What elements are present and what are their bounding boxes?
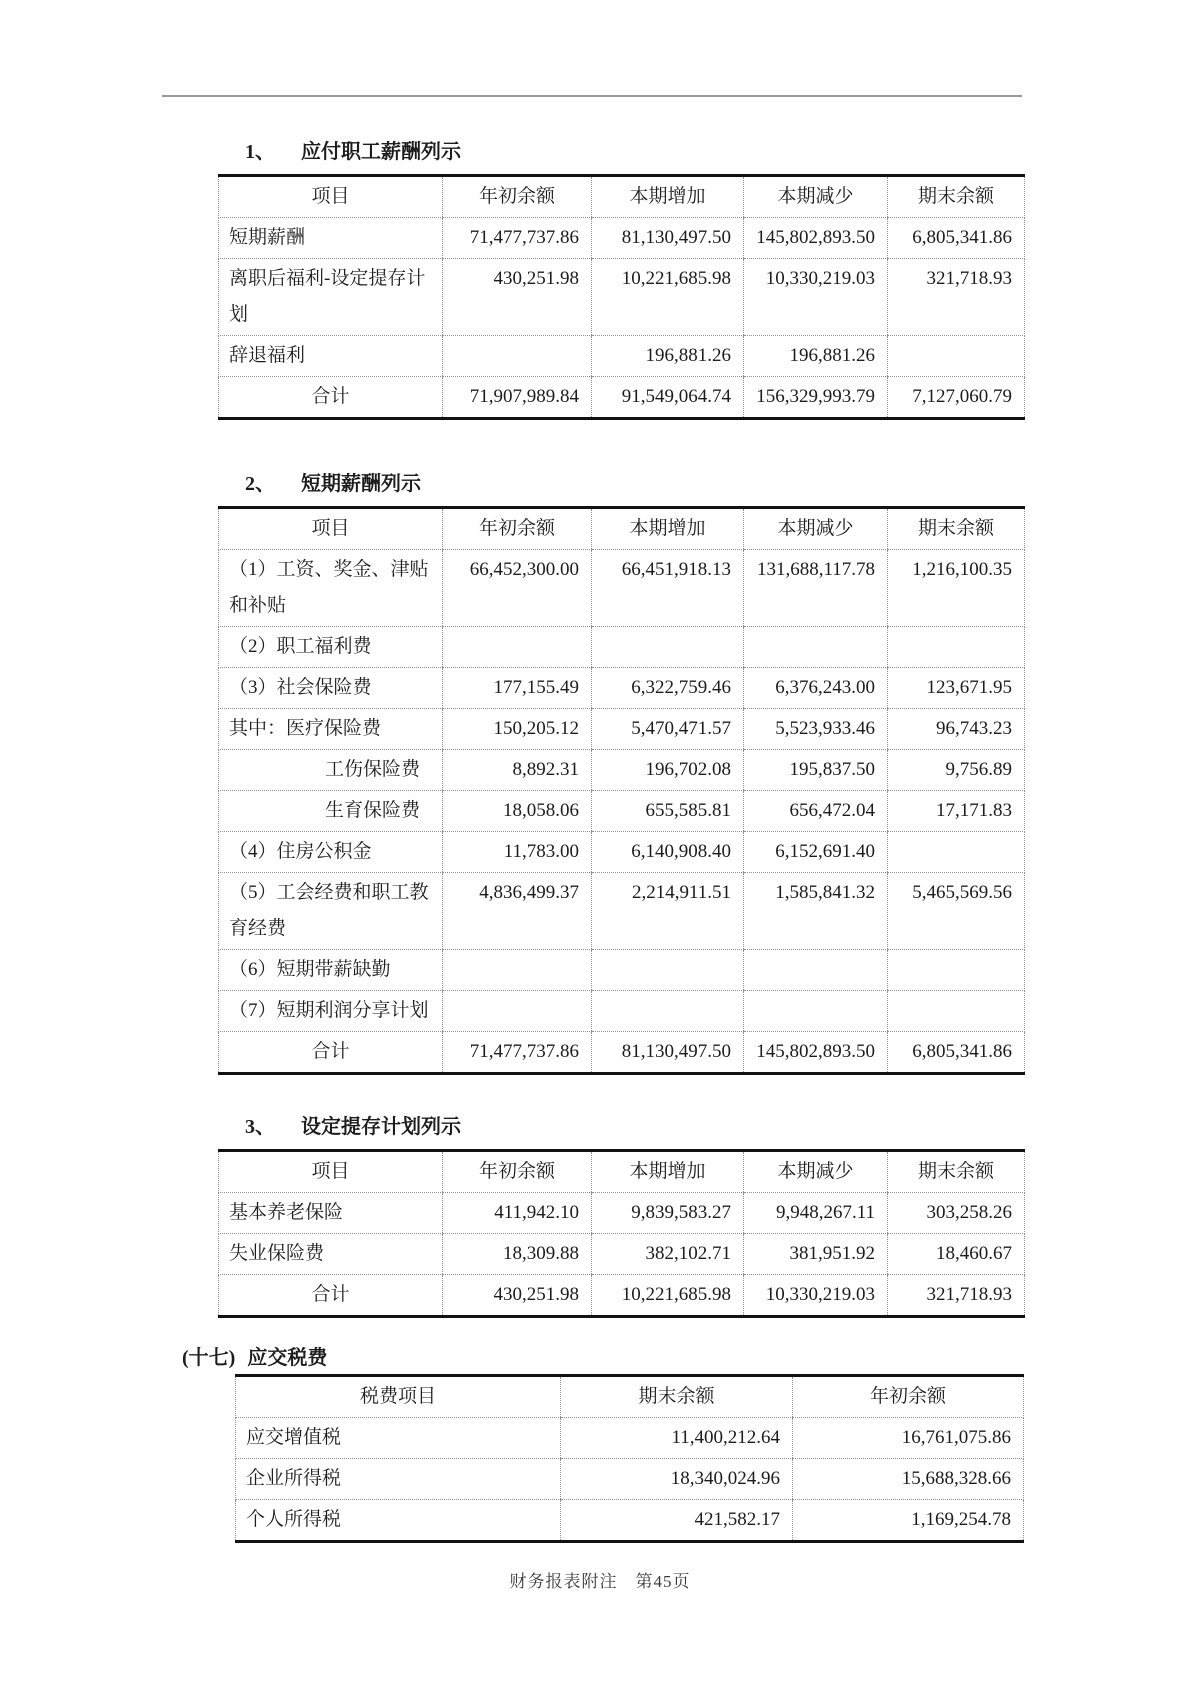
table-row bbox=[219, 950, 1025, 991]
cell-value: 6,140,908.40 bbox=[592, 832, 744, 873]
column-header: 本期增加 bbox=[592, 1151, 744, 1193]
cell-value bbox=[888, 627, 1025, 668]
section-heading bbox=[245, 1113, 1019, 1141]
row-label: 离职后福利-设定提存计划 bbox=[219, 259, 443, 336]
cell-value bbox=[443, 627, 592, 668]
row-label: 其中：医疗保险费 bbox=[219, 709, 443, 750]
cell-value: 11,783.00 bbox=[443, 832, 592, 873]
row-label: （4）住房公积金 bbox=[219, 832, 443, 873]
page-footer: 财务报表附注 第45页 bbox=[509, 1572, 691, 1591]
section-title: 设定提存计划列示 bbox=[301, 1116, 461, 1138]
column-header: 项目 bbox=[219, 1151, 443, 1193]
cell-value: 9,839,583.27 bbox=[592, 1193, 744, 1234]
cell-value: 71,907,989.84 bbox=[443, 377, 592, 419]
cell-value: 421,582.17 bbox=[561, 1500, 793, 1542]
row-label: 工伤保险费 bbox=[219, 750, 443, 791]
cell-value: 16,761,075.86 bbox=[793, 1418, 1024, 1459]
cell-value: 5,523,933.46 bbox=[744, 709, 888, 750]
cell-value: 195,837.50 bbox=[744, 750, 888, 791]
column-header: 年初余额 bbox=[793, 1376, 1024, 1418]
cell-value bbox=[888, 950, 1025, 991]
cell-value: 18,460.67 bbox=[888, 1234, 1025, 1275]
row-label: 合计 bbox=[219, 1032, 443, 1074]
cell-value: 4,836,499.37 bbox=[443, 873, 592, 950]
table-row bbox=[219, 991, 1025, 1032]
table-row bbox=[219, 1275, 1025, 1317]
section-employee-compensation bbox=[218, 138, 1019, 420]
cell-value: 156,329,993.79 bbox=[744, 377, 888, 419]
cell-value: 1,216,100.35 bbox=[888, 550, 1025, 627]
cell-value: 177,155.49 bbox=[443, 668, 592, 709]
page-header-rule bbox=[162, 95, 1022, 97]
cell-value: 10,330,219.03 bbox=[744, 1275, 888, 1317]
cell-value: 321,718.93 bbox=[888, 1275, 1025, 1317]
row-label: 短期薪酬 bbox=[219, 218, 443, 259]
cell-value: 656,472.04 bbox=[744, 791, 888, 832]
cell-value bbox=[888, 832, 1025, 873]
cell-value bbox=[443, 991, 592, 1032]
cell-value bbox=[888, 336, 1025, 377]
section-short-term-pay bbox=[218, 470, 1019, 1075]
section-heading bbox=[182, 1344, 1020, 1372]
section-defined-contribution bbox=[218, 1113, 1019, 1318]
table-row bbox=[219, 259, 1025, 336]
cell-value: 66,452,300.00 bbox=[443, 550, 592, 627]
cell-value: 10,330,219.03 bbox=[744, 259, 888, 336]
cell-value: 196,881.26 bbox=[592, 336, 744, 377]
column-header: 本期增加 bbox=[592, 508, 744, 550]
defined-contribution-table bbox=[218, 1149, 1025, 1318]
table-row bbox=[236, 1459, 1024, 1500]
cell-value bbox=[592, 991, 744, 1032]
row-label: 合计 bbox=[219, 1275, 443, 1317]
row-label: （3）社会保险费 bbox=[219, 668, 443, 709]
column-header: 年初余额 bbox=[443, 508, 592, 550]
cell-value: 18,058.06 bbox=[443, 791, 592, 832]
column-header: 期末余额 bbox=[888, 1151, 1025, 1193]
cell-value: 381,951.92 bbox=[744, 1234, 888, 1275]
table-header-row bbox=[236, 1376, 1024, 1418]
table-row bbox=[219, 1032, 1025, 1074]
section-number: 3、 bbox=[245, 1116, 275, 1138]
section-taxes-payable bbox=[182, 1344, 1020, 1543]
cell-value bbox=[744, 950, 888, 991]
cell-value: 15,688,328.66 bbox=[793, 1459, 1024, 1500]
cell-value: 6,376,243.00 bbox=[744, 668, 888, 709]
cell-value: 6,805,341.86 bbox=[888, 1032, 1025, 1074]
cell-value: 196,881.26 bbox=[744, 336, 888, 377]
cell-value: 10,221,685.98 bbox=[592, 259, 744, 336]
cell-value: 81,130,497.50 bbox=[592, 1032, 744, 1074]
cell-value: 2,214,911.51 bbox=[592, 873, 744, 950]
row-label: 基本养老保险 bbox=[219, 1193, 443, 1234]
table-row bbox=[219, 873, 1025, 950]
cell-value: 321,718.93 bbox=[888, 259, 1025, 336]
row-label: 辞退福利 bbox=[219, 336, 443, 377]
section-heading bbox=[245, 470, 1019, 498]
row-label: 失业保险费 bbox=[219, 1234, 443, 1275]
cell-value: 382,102.71 bbox=[592, 1234, 744, 1275]
cell-value: 131,688,117.78 bbox=[744, 550, 888, 627]
cell-value: 655,585.81 bbox=[592, 791, 744, 832]
cell-value: 6,152,691.40 bbox=[744, 832, 888, 873]
column-header: 本期减少 bbox=[744, 508, 888, 550]
cell-value: 9,948,267.11 bbox=[744, 1193, 888, 1234]
column-header: 本期增加 bbox=[592, 176, 744, 218]
short-term-pay-table bbox=[218, 506, 1025, 1075]
cell-value: 71,477,737.86 bbox=[443, 1032, 592, 1074]
column-header: 期末余额 bbox=[888, 508, 1025, 550]
cell-value: 303,258.26 bbox=[888, 1193, 1025, 1234]
row-label: （7）短期利润分享计划 bbox=[219, 991, 443, 1032]
cell-value: 18,340,024.96 bbox=[561, 1459, 793, 1500]
table-row bbox=[219, 377, 1025, 419]
section-title: 短期薪酬列示 bbox=[301, 473, 421, 495]
section-number: 2、 bbox=[245, 473, 275, 495]
table-row bbox=[219, 336, 1025, 377]
column-header: 年初余额 bbox=[443, 1151, 592, 1193]
cell-value bbox=[443, 336, 592, 377]
table-row bbox=[236, 1418, 1024, 1459]
cell-value: 411,942.10 bbox=[443, 1193, 592, 1234]
table-header-row bbox=[219, 176, 1025, 218]
table-row bbox=[236, 1500, 1024, 1542]
row-label: 个人所得税 bbox=[236, 1500, 561, 1542]
table-header-row bbox=[219, 1151, 1025, 1193]
employee-compensation-table bbox=[218, 174, 1025, 420]
cell-value: 150,205.12 bbox=[443, 709, 592, 750]
cell-value: 66,451,918.13 bbox=[592, 550, 744, 627]
section-number: (十七) bbox=[182, 1347, 236, 1369]
cell-value: 11,400,212.64 bbox=[561, 1418, 793, 1459]
cell-value: 8,892.31 bbox=[443, 750, 592, 791]
cell-value: 81,130,497.50 bbox=[592, 218, 744, 259]
section-title: 应交税费 bbox=[247, 1347, 328, 1369]
cell-value: 5,470,471.57 bbox=[592, 709, 744, 750]
cell-value: 123,671.95 bbox=[888, 668, 1025, 709]
column-header: 项目 bbox=[219, 176, 443, 218]
table-row bbox=[219, 791, 1025, 832]
cell-value: 6,805,341.86 bbox=[888, 218, 1025, 259]
row-label: 合计 bbox=[219, 377, 443, 419]
table-row bbox=[219, 832, 1025, 873]
cell-value: 145,802,893.50 bbox=[744, 218, 888, 259]
cell-value bbox=[592, 950, 744, 991]
table-row bbox=[219, 1234, 1025, 1275]
cell-value: 17,171.83 bbox=[888, 791, 1025, 832]
section-title: 应付职工薪酬列示 bbox=[301, 141, 461, 163]
table-row bbox=[219, 627, 1025, 668]
table-row bbox=[219, 218, 1025, 259]
cell-value: 7,127,060.79 bbox=[888, 377, 1025, 419]
cell-value bbox=[592, 627, 744, 668]
column-header: 期末余额 bbox=[561, 1376, 793, 1418]
section-heading bbox=[245, 138, 1019, 166]
column-header: 期末余额 bbox=[888, 176, 1025, 218]
cell-value: 1,585,841.32 bbox=[744, 873, 888, 950]
cell-value: 430,251.98 bbox=[443, 1275, 592, 1317]
row-label: （5）工会经费和职工教育经费 bbox=[219, 873, 443, 950]
table-row bbox=[219, 550, 1025, 627]
cell-value: 430,251.98 bbox=[443, 259, 592, 336]
cell-value: 5,465,569.56 bbox=[888, 873, 1025, 950]
table-header-row bbox=[219, 508, 1025, 550]
cell-value bbox=[888, 991, 1025, 1032]
table-row bbox=[219, 668, 1025, 709]
cell-value: 71,477,737.86 bbox=[443, 218, 592, 259]
cell-value: 96,743.23 bbox=[888, 709, 1025, 750]
column-header: 年初余额 bbox=[443, 176, 592, 218]
section-number: 1、 bbox=[245, 141, 275, 163]
column-header: 项目 bbox=[219, 508, 443, 550]
table-row bbox=[219, 750, 1025, 791]
cell-value: 6,322,759.46 bbox=[592, 668, 744, 709]
column-header: 本期减少 bbox=[744, 1151, 888, 1193]
cell-value bbox=[443, 950, 592, 991]
cell-value: 9,756.89 bbox=[888, 750, 1025, 791]
cell-value bbox=[744, 627, 888, 668]
column-header: 本期减少 bbox=[744, 176, 888, 218]
row-label: 应交增值税 bbox=[236, 1418, 561, 1459]
cell-value: 10,221,685.98 bbox=[592, 1275, 744, 1317]
row-label: 生育保险费 bbox=[219, 791, 443, 832]
row-label: 企业所得税 bbox=[236, 1459, 561, 1500]
cell-value bbox=[744, 991, 888, 1032]
taxes-payable-table bbox=[235, 1374, 1024, 1543]
cell-value: 91,549,064.74 bbox=[592, 377, 744, 419]
table-row bbox=[219, 709, 1025, 750]
cell-value: 145,802,893.50 bbox=[744, 1032, 888, 1074]
cell-value: 1,169,254.78 bbox=[793, 1500, 1024, 1542]
column-header: 税费项目 bbox=[236, 1376, 561, 1418]
cell-value: 18,309.88 bbox=[443, 1234, 592, 1275]
cell-value: 196,702.08 bbox=[592, 750, 744, 791]
row-label: （2）职工福利费 bbox=[219, 627, 443, 668]
table-row bbox=[219, 1193, 1025, 1234]
row-label: （6）短期带薪缺勤 bbox=[219, 950, 443, 991]
row-label: （1）工资、奖金、津贴和补贴 bbox=[219, 550, 443, 627]
